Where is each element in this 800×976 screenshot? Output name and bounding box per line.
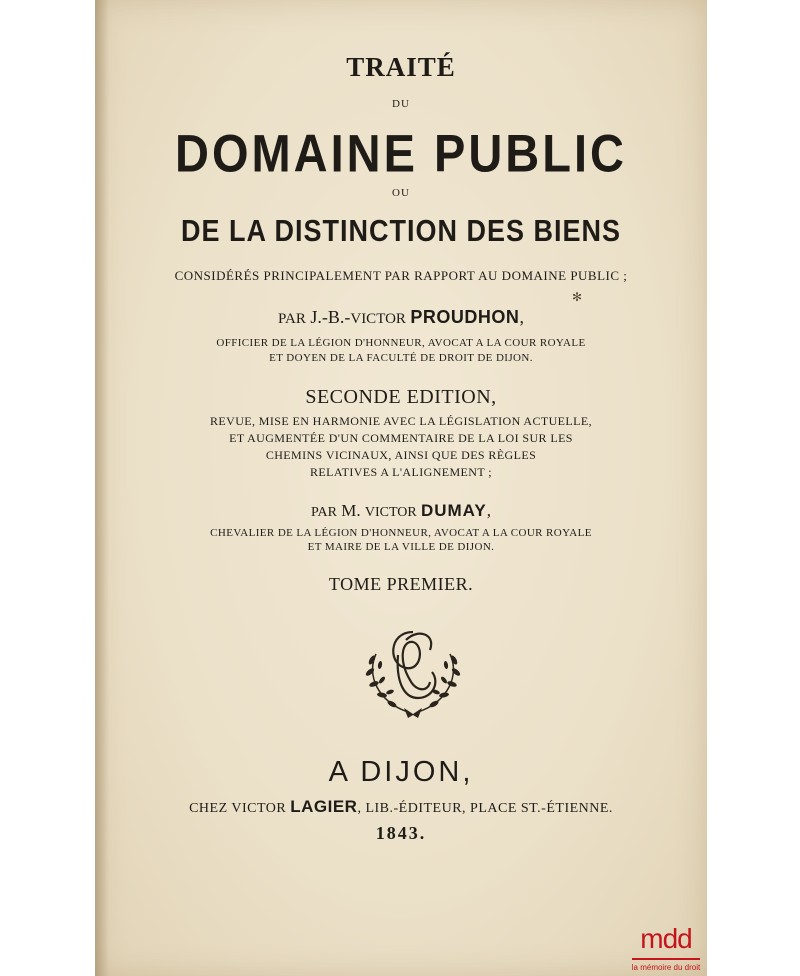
imprint-city: A DIJON, <box>328 756 474 788</box>
author-role-1: OFFICIER DE LA LÉGION D'HONNEUR, AVOCAT A LA COUR ROYALE <box>216 337 586 349</box>
title-considered: CONSIDÉRÉS PRINCIPALEMENT PAR RAPPORT AU DOMAINE PUBLIC ; <box>174 268 628 283</box>
edition-note-3: CHEMINS VICINAUX, AINSI QUE DES RÈGLES <box>265 448 537 462</box>
editor-role-1: CHEVALIER DE LA LÉGION D'HONNEUR, AVOCAT A LA COUR ROYALE <box>210 527 592 539</box>
author-surname: PROUDHON <box>410 307 520 327</box>
author-initials: J.-B.- <box>310 307 351 327</box>
editor-role-2: ET MAIRE DE LA VILLE DE DIJON. <box>307 541 495 553</box>
imprint-address: , LIB.-ÉDITEUR, PLACE ST.-ÉTIENNE. <box>357 801 613 816</box>
title-du: DU <box>392 98 410 110</box>
editor-line <box>95 501 707 521</box>
edition-label: SECONDE EDITION, <box>305 386 497 408</box>
editor-comma: , <box>486 501 491 520</box>
edition-note-4: RELATIVES A L'ALIGNEMENT ; <box>310 465 492 479</box>
edition-note-1: REVUE, MISE EN HARMONIE AVEC LA LÉGISLATION ACTUELLE, <box>210 414 592 428</box>
tome-label: TOME PREMIER. <box>328 574 474 594</box>
title-traite: TRAITÉ <box>346 52 456 82</box>
editor-firstname: VICTOR <box>364 505 417 520</box>
title-subtitle: DE LA DISTINCTION DES BIENS <box>180 214 622 248</box>
logo-text: mdd <box>640 923 692 954</box>
author-par: PAR <box>278 311 306 327</box>
author-line <box>95 307 707 328</box>
monogram-laurel-emblem <box>358 620 468 725</box>
logo-tagline: la mémoire du droit <box>631 963 701 972</box>
logo-underline <box>632 958 700 960</box>
editor-m: M. <box>341 501 361 520</box>
edition-note-2: ET AUGMENTÉE D'UN COMMENTAIRE DE LA LOI SUR LES <box>229 431 573 445</box>
author-comma: , <box>519 307 524 327</box>
author-role-2: ET DOYEN DE LA FACULTÉ DE DROIT DE DIJON. <box>269 352 533 364</box>
editor-par: PAR <box>311 505 337 520</box>
imprint-chez: CHEZ VICTOR <box>189 801 287 816</box>
imprint-year: 1843. <box>375 823 427 843</box>
title-ou: OU <box>392 187 410 199</box>
title-main: DOMAINE PUBLIC <box>175 123 627 183</box>
editor-surname: DUMAY <box>420 501 487 520</box>
imprint-publisher-line <box>95 797 707 817</box>
ornament-asterisk: ✻ <box>572 290 583 304</box>
mdd-logo[interactable] <box>628 924 704 974</box>
author-firstname: VICTOR <box>350 311 406 327</box>
imprint-publisher: LAGIER <box>290 797 358 816</box>
